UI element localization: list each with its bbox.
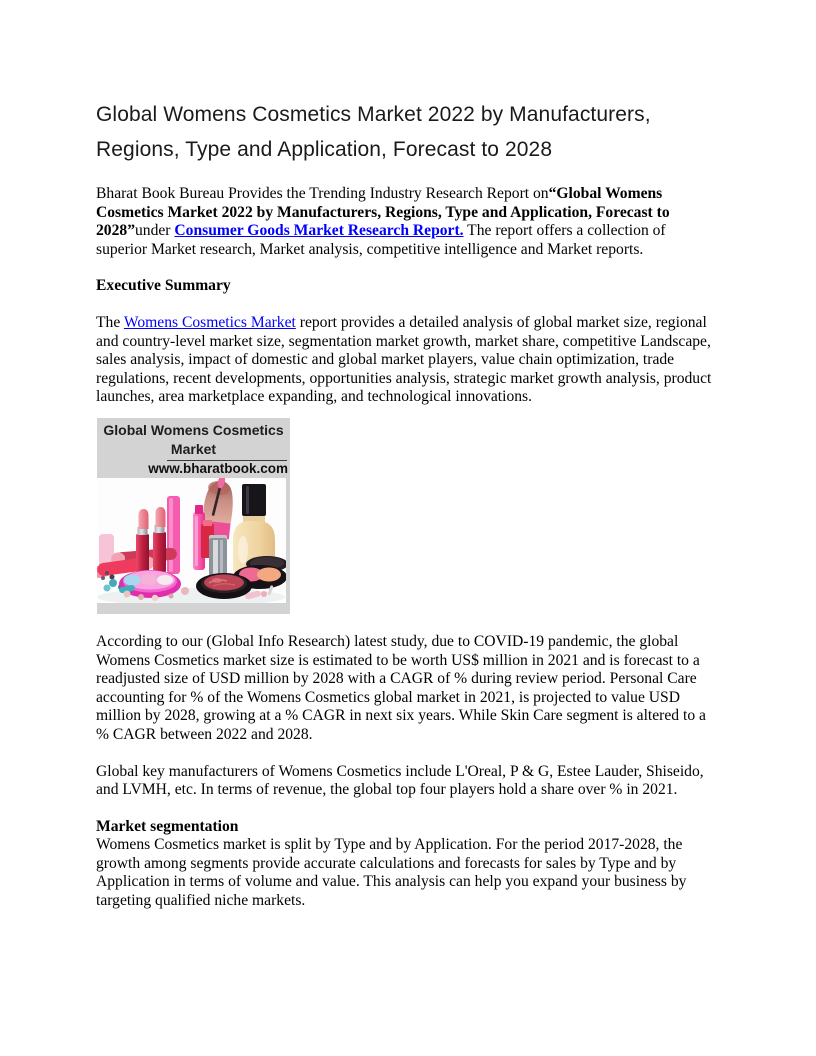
- page-title: [96, 97, 720, 167]
- summary-paragraph: [96, 314, 720, 407]
- page-title-line-1: Global Womens Cosmetics Market 2022 by Manufacturers,: [96, 103, 651, 126]
- text-segment: report provides a detailed analysis of global market size, regional and country-level market size, segmentation market growth, market share, competitive Landscape, sales analysis, impact of domestic and global market players, value chain optimization, trade regulations, recent developments, opportunities analysis, strategic market growth analysis, product launches, area marketplace expanding, and technological innovations.: [96, 313, 712, 406]
- intro-paragraph: [96, 185, 720, 259]
- text-segment: “Global Womens Cosmetics Market 2022 by Manufacturers, Regions, Type and Application, Forecast to 2028”: [96, 185, 670, 240]
- segmentation-paragraph: Womens Cosmetics market is split by Type and by Application. For the period 2017-2028, the growth among segments provide accurate calculations and forecasts for sales by Type and by Application in terms of volume and value. This analysis can help you expand your business by targeting qualified niche markets.: [96, 836, 687, 910]
- market-segmentation-heading: Market segmentation: [96, 817, 239, 835]
- page-title-line-2: Regions, Type and Application, Forecast to 2028: [96, 138, 553, 161]
- womens-cosmetics-market-link[interactable]: Womens Cosmetics Market: [123, 313, 296, 331]
- baked-blush-compact: [196, 573, 252, 599]
- image-website-url: www.bharatbook.com: [148, 460, 288, 476]
- text-segment: The: [96, 313, 124, 331]
- text-segment: Bharat Book Bureau Provides the Trending Industry Research Report on: [96, 185, 549, 202]
- market-size-paragraph: According to our (Global Info Research) latest study, due to COVID-19 pandemic, the global Womens Cosmetics market size is estimated to be worth US$ million in 2021 and is forecast to a readjusted size of USD million by 2028 with a CAGR of % during review period. Personal Care accounting for % of the Womens Cosmetics global market in 2021, is projected to value USD million by 2028, growing at a % CAGR in next six years. While Skin Care segment is altered to a % CAGR between 2022 and 2028.: [96, 632, 706, 743]
- text-segment: under: [134, 222, 175, 240]
- image-header: [97, 418, 290, 477]
- executive-summary-heading: Executive Summary: [96, 277, 231, 295]
- cosmetics-photo: [97, 478, 286, 603]
- manufacturers-paragraph: Global key manufacturers of Womens Cosmetics include L'Oreal, P & G, Estee Lauder, Shiseido, and LVMH, etc. In terms of revenue, the global top four players hold a share over % in 2021.: [96, 762, 704, 799]
- text-segment: The report offers a collection of superior Market research, Market analysis, competitive intelligence and Market reports.: [96, 222, 666, 258]
- image-caption: Global Womens Cosmetics Market: [103, 421, 284, 457]
- consumer-goods-report-link[interactable]: Consumer Goods Market Research Report.: [174, 222, 464, 240]
- report-cover-image: [97, 418, 290, 614]
- pink-slab: [167, 496, 180, 574]
